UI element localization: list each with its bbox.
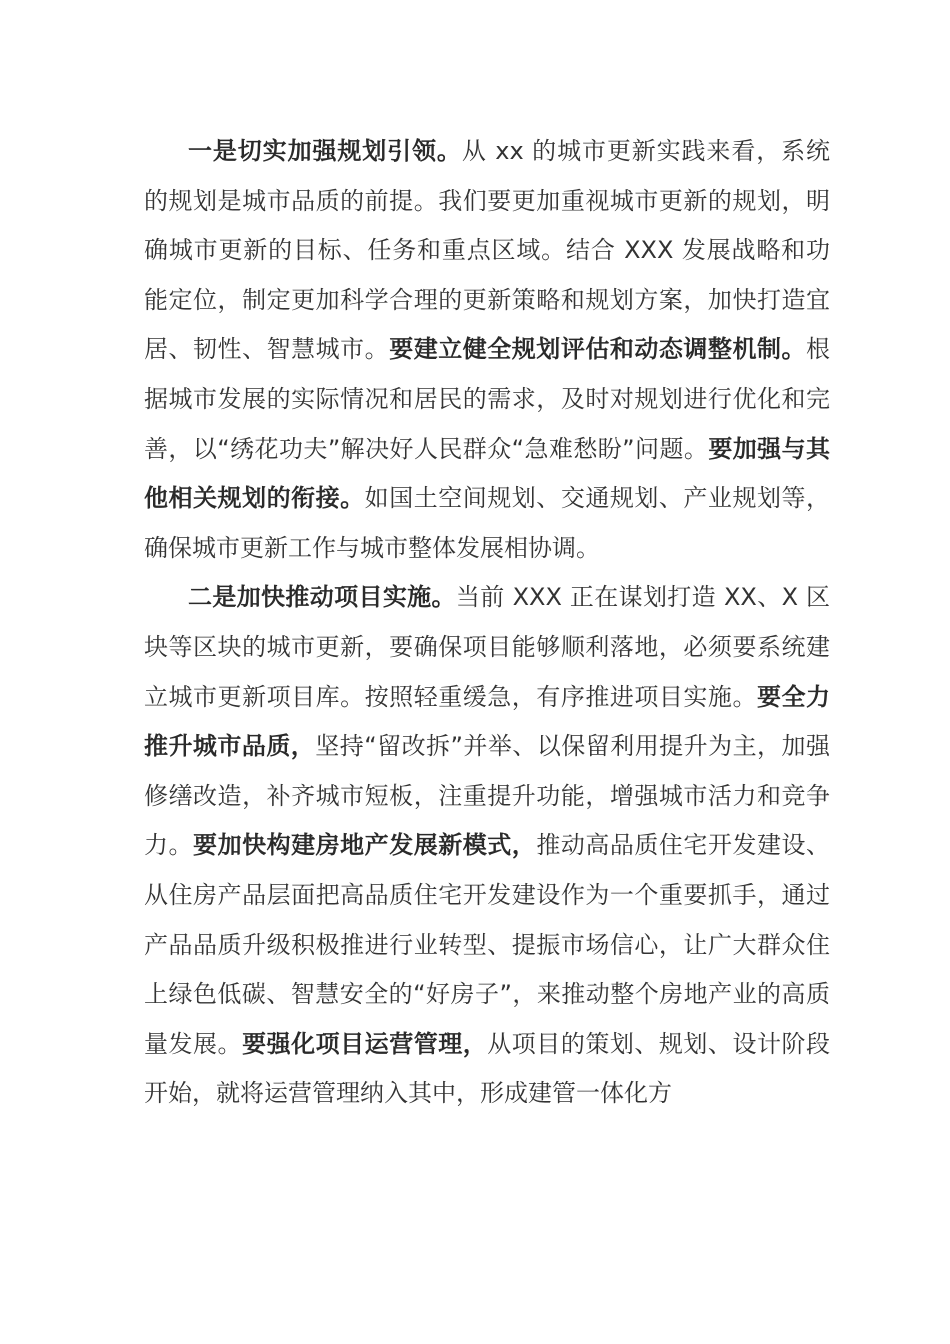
emphasis-phrase: 要强化项目运营管理， bbox=[242, 1029, 488, 1058]
body-text-segment: 根据城市发展的实际情况和居民的需求，及时对规划进行优化和完善，以“绣花功夫”解决好人民群众“急难愁盼”问题。 bbox=[144, 335, 831, 463]
body-text-segment: 推动高品质住宅开发建设、从住房产品层面把高品质住宅开发建设作为一个重要抓手，通过产品品质升级积极推进行业转型、提振市场信心，让广大群众住上绿色低碳、智慧安全的“好房子”，来推动整个房地产业的高质量发展。 bbox=[144, 831, 831, 1058]
body-text-segment: 从 xx 的城市更新实践来看，系统的规划是城市品质的前提。我们要更加重视城市更新的规划，明确城市更新的目标、任务和重点区域。结合 XXX 发展战略和功能定位，制定更加科学合理的更新策略和规划方案，加快打造宜居、韧性、智慧城市。 bbox=[144, 137, 830, 364]
body-text-segment: 如国土空间规划、交通规划、产业规划等，确保城市更新工作与城市整体发展相协调。 bbox=[144, 484, 831, 562]
emphasis-phrase: 要全力推升城市品质， bbox=[144, 682, 831, 761]
paragraph-2 bbox=[144, 573, 830, 1119]
document-body bbox=[144, 127, 830, 1119]
body-text-segment: 从项目的策划、规划、设计阶段开始，就将运营管理纳入其中，形成建管一体化方 bbox=[144, 1029, 831, 1108]
body-text-segment: 当前 XXX 正在谋划打造 XX、X 区块等区块的城市更新，要确保项目能够顺利落地，必须要系统建立城市更新项目库。按照轻重缓急，有序推进项目实施。 bbox=[144, 583, 830, 711]
paragraph-1 bbox=[144, 127, 830, 573]
heading-phrase: 二是加快推动项目实施。 bbox=[188, 583, 456, 612]
body-text-segment: 坚持“留改拆”并举、以保留利用提升为主，加强修缮改造，补齐城市短板，注重提升功能，增强城市活力和竞争力。 bbox=[144, 732, 830, 860]
emphasis-phrase: 要加快构建房地产发展新模式， bbox=[193, 831, 537, 860]
emphasis-phrase: 要加强与其他相关规划的衔接。 bbox=[144, 434, 831, 513]
emphasis-phrase: 要建立健全规划评估和动态调整机制。 bbox=[389, 335, 807, 364]
heading-phrase: 一是切实加强规划引领。 bbox=[188, 137, 462, 165]
